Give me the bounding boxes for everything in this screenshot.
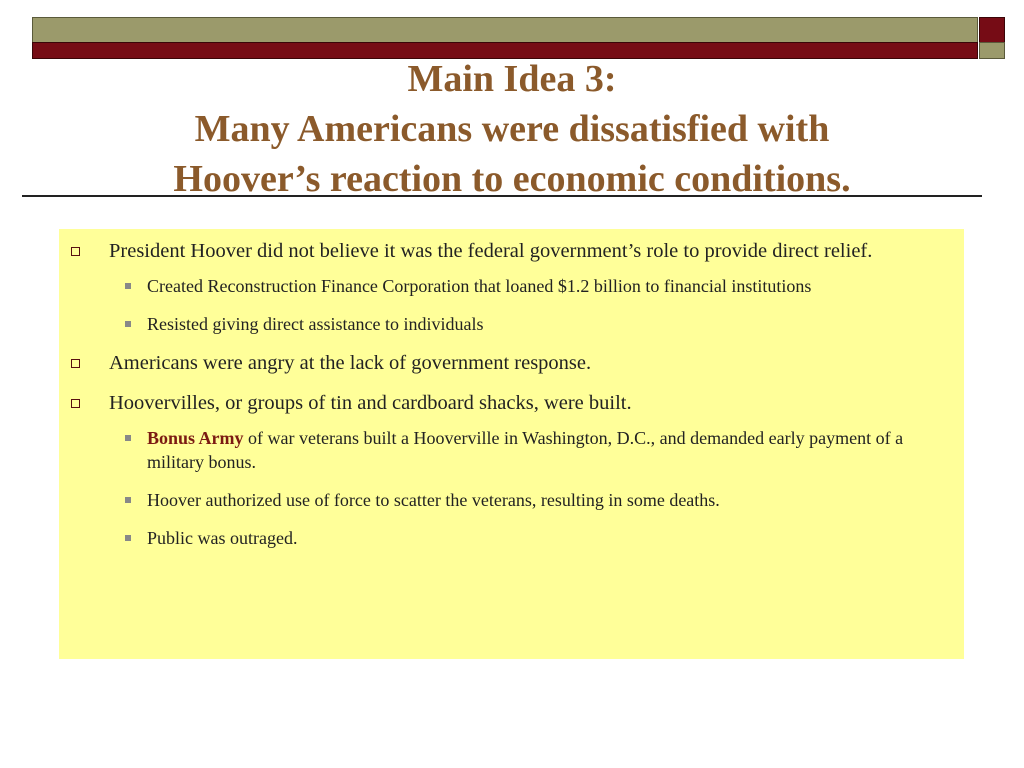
header-band-olive [32, 17, 978, 43]
sub-bullet-item [59, 426, 964, 474]
sub-bullet-item [59, 274, 964, 298]
bullet-item [59, 390, 964, 550]
hollow-square-bullet-icon [71, 247, 80, 256]
slide-title [40, 54, 984, 204]
filled-square-bullet-icon [125, 535, 131, 541]
filled-square-bullet-icon [125, 321, 131, 327]
sub-bullet-item [59, 312, 964, 336]
sub-bullet-text: Created Reconstruction Finance Corporation that loaned $1.2 billion to financial institutions [147, 276, 812, 296]
filled-square-bullet-icon [125, 283, 131, 289]
sub-bullet-text: Public was outraged. [147, 528, 298, 548]
sub-bullet-list [59, 274, 964, 336]
hollow-square-bullet-icon [71, 399, 80, 408]
header-square-red [979, 17, 1005, 43]
sub-bullet-list [59, 426, 964, 550]
bonus-army-term: Bonus Army [147, 428, 244, 448]
sub-bullet-text: Resisted giving direct assistance to individuals [147, 314, 484, 334]
sub-bullet-item [59, 526, 964, 550]
sub-bullet-text: Hoover authorized use of force to scatter the veterans, resulting in some deaths. [147, 490, 720, 510]
filled-square-bullet-icon [125, 435, 131, 441]
sub-bullet-item [59, 488, 964, 512]
title-line-1: Main Idea 3: [407, 58, 617, 100]
title-divider [22, 195, 982, 197]
content-box [59, 229, 964, 659]
bullet-list [59, 229, 964, 550]
bullet-item [59, 238, 964, 336]
bullet-text: Americans were angry at the lack of government response. [109, 352, 592, 374]
title-line-3: Hoover’s reaction to economic conditions. [173, 158, 851, 200]
bullet-text: Hoovervilles, or groups of tin and cardboard shacks, were built. [109, 392, 632, 414]
title-line-2: Many Americans were dissatisfied with [194, 108, 830, 150]
bullet-item [59, 350, 964, 376]
filled-square-bullet-icon [125, 497, 131, 503]
hollow-square-bullet-icon [71, 359, 80, 368]
sub-bullet-text: of war veterans built a Hooverville in Washington, D.C., and demanded early payment of a military bonus. [147, 428, 904, 472]
bullet-text: President Hoover did not believe it was the federal government’s role to provide direct relief. [109, 240, 873, 262]
